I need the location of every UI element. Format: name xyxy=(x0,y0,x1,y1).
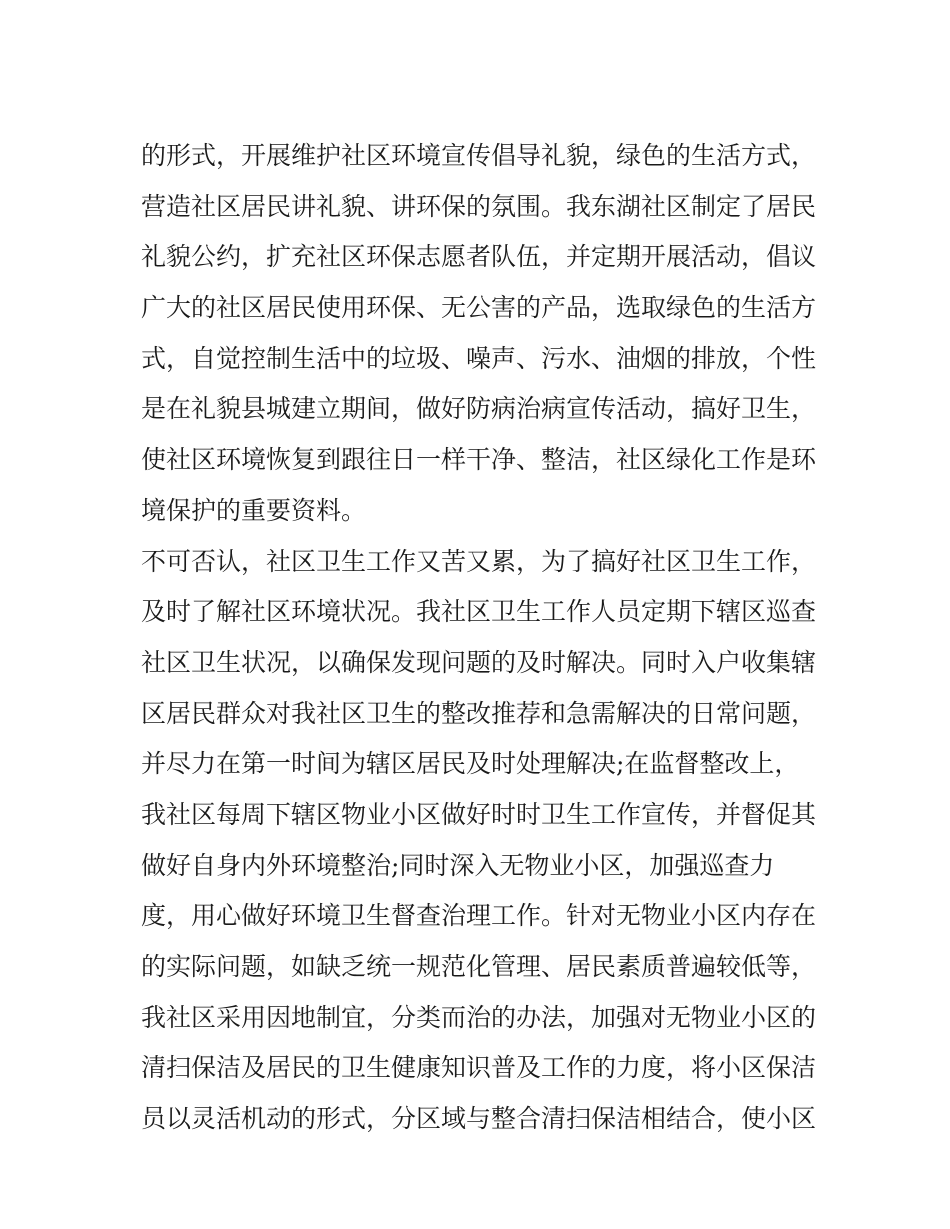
text-line-11: 社区卫生状况，以确保发现问题的及时解决。同时入户收集辖 xyxy=(141,647,817,677)
text-line-4: 广大的社区居民使用环保、无公害的产品，选取绿色的生活方 xyxy=(141,293,817,323)
text-line-8: 境保护的重要资料。 xyxy=(141,495,367,525)
text-line-7: 使社区环境恢复到跟往日一样干净、整洁，社区绿化工作是环 xyxy=(141,445,817,475)
text-line-14: 我社区每周下辖区物业小区做好时时卫生工作宣传，并督促其 xyxy=(141,799,817,829)
text-line-18: 我社区采用因地制宜，分类而治的办法，加强对无物业小区的 xyxy=(141,1002,817,1032)
text-line-3: 礼貌公约，扩充社区环保志愿者队伍，并定期开展活动，倡议 xyxy=(141,242,817,272)
text-line-13: 并尽力在第一时间为辖区居民及时处理解决;在监督整改上， xyxy=(141,749,800,779)
text-line-1: 的形式，开展维护社区环境宣传倡导礼貌，绿色的生活方式， xyxy=(141,141,817,170)
text-line-10: 及时了解社区环境状况。我社区卫生工作人员定期下辖区巡查 xyxy=(141,597,817,627)
text-line-20: 员以灵活机动的形式，分区域与整合清扫保洁相结合，使小区 xyxy=(141,1104,817,1134)
text-line-17: 的实际问题，如缺乏统一规范化管理、居民素质普遍较低等， xyxy=(141,952,817,981)
text-line-5: 式，自觉控制生活中的垃圾、噪声、污水、油烟的排放，个性 xyxy=(141,343,817,373)
text-line-19: 清扫保洁及居民的卫生健康知识普及工作的力度，将小区保洁 xyxy=(141,1053,817,1083)
text-line-9: 不可否认，社区卫生工作又苦又累，为了搞好社区卫生工作， xyxy=(141,546,817,576)
text-line-15: 做好自身内外环境整治;同时深入无物业小区，加强巡查力 xyxy=(141,850,775,880)
text-line-12: 区居民群众对我社区卫生的整改推荐和急需解决的日常问题， xyxy=(141,698,817,728)
text-line-16: 度，用心做好环境卫生督查治理工作。针对无物业小区内存在 xyxy=(141,901,817,931)
text-line-6: 是在礼貌县城建立期间，做好防病治病宣传活动，搞好卫生， xyxy=(141,394,817,424)
text-line-2: 营造社区居民讲礼貌、讲环保的氛围。我东湖社区制定了居民 xyxy=(141,191,817,221)
body-text xyxy=(141,131,821,1145)
